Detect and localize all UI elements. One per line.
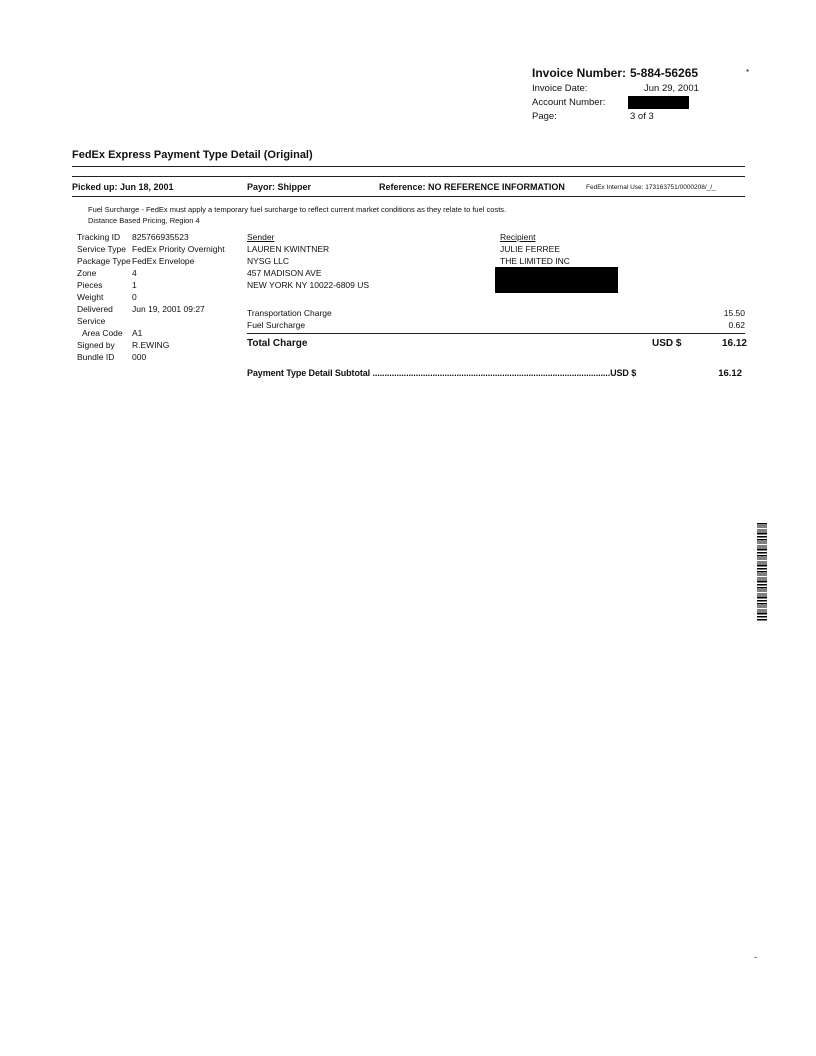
sender-name: LAUREN KWINTNER xyxy=(247,244,330,254)
zone-label: Zone xyxy=(77,268,97,278)
sender-street: 457 MADISON AVE xyxy=(247,268,322,278)
invoice-date-label: Invoice Date: xyxy=(532,83,588,94)
corner-mark: * xyxy=(746,68,750,77)
zone-value: 4 xyxy=(132,268,137,278)
sender-heading: Sender xyxy=(247,232,275,242)
bundle-id-value: 000 xyxy=(132,352,147,362)
total-rule xyxy=(247,333,745,334)
payor: Payor: Shipper xyxy=(247,182,312,192)
recipient-heading: Recipient xyxy=(500,232,536,242)
summary-bottom-rule xyxy=(72,196,745,197)
transportation-charge-value: 15.50 xyxy=(723,308,745,318)
weight-label: Weight xyxy=(77,292,104,302)
invoice-date: Jun 29, 2001 xyxy=(644,83,699,94)
reference: Reference: NO REFERENCE INFORMATION xyxy=(379,182,565,192)
page-value: 3 of 3 xyxy=(630,111,654,122)
invoice-number-label: Invoice Number: xyxy=(532,66,627,80)
fuel-surcharge-value: 0.62 xyxy=(728,320,745,330)
picked-up: Picked up: Jun 18, 2001 xyxy=(72,182,174,192)
subtotal-label: Payment Type Detail Subtotal ...................................................................................................USD $ xyxy=(247,368,637,378)
bundle-id-label: Bundle ID xyxy=(77,352,115,362)
pieces-value: 1 xyxy=(132,280,137,290)
account-number-label: Account Number: xyxy=(532,97,606,108)
footer-mark: - xyxy=(754,952,757,962)
package-type-label: Package Type xyxy=(77,256,131,266)
recipient-company: THE LIMITED INC xyxy=(500,256,570,266)
section-title: FedEx Express Payment Type Detail (Original) xyxy=(72,149,313,161)
sender-city: NEW YORK NY 10022-6809 US xyxy=(247,280,370,290)
fuel-surcharge-note: Fuel Surcharge - FedEx must apply a temporary fuel surcharge to reflect current market conditions as they relate to fuel costs. xyxy=(88,205,507,214)
fuel-surcharge-label: Fuel Surcharge xyxy=(247,320,306,330)
barcode-image xyxy=(757,523,767,621)
recipient-address-redaction xyxy=(495,267,618,293)
subtotal-value: 16.12 xyxy=(718,368,742,379)
title-rule xyxy=(72,166,745,167)
total-charge-label: Total Charge xyxy=(247,338,308,349)
total-charge-value: 16.12 xyxy=(721,338,747,349)
invoice-number: 5-884-56265 xyxy=(630,66,699,80)
service-area-label: Service xyxy=(77,316,106,326)
account-number-redaction xyxy=(628,96,689,109)
pricing-note: Distance Based Pricing, Region 4 xyxy=(88,216,200,225)
signed-by-value: R.EWING xyxy=(132,340,170,350)
delivered-value: Jun 19, 2001 09:27 xyxy=(132,304,205,314)
internal-use: FedEx Internal Use: 173163751/0000208/_/_ xyxy=(586,184,716,191)
package-type-value: FedEx Envelope xyxy=(132,256,195,266)
total-currency: USD $ xyxy=(652,338,682,349)
sender-company: NYSG LLC xyxy=(247,256,290,266)
signed-by-label: Signed by xyxy=(77,340,115,350)
page-label: Page: xyxy=(532,111,557,122)
service-type-value: FedEx Priority Overnight xyxy=(132,244,225,254)
weight-value: 0 xyxy=(132,292,137,302)
transportation-charge-label: Transportation Charge xyxy=(247,308,332,318)
pieces-label: Pieces xyxy=(77,280,103,290)
service-type-label: Service Type xyxy=(77,244,126,254)
recipient-name: JULIE FERREE xyxy=(500,244,560,254)
area-code-label: Area Code xyxy=(82,328,123,338)
summary-top-rule xyxy=(72,176,745,177)
tracking-label: Tracking ID xyxy=(77,232,121,242)
delivered-label: Delivered xyxy=(77,304,113,314)
tracking-value: 825766935523 xyxy=(132,232,189,242)
area-code-value: A1 xyxy=(132,328,143,338)
